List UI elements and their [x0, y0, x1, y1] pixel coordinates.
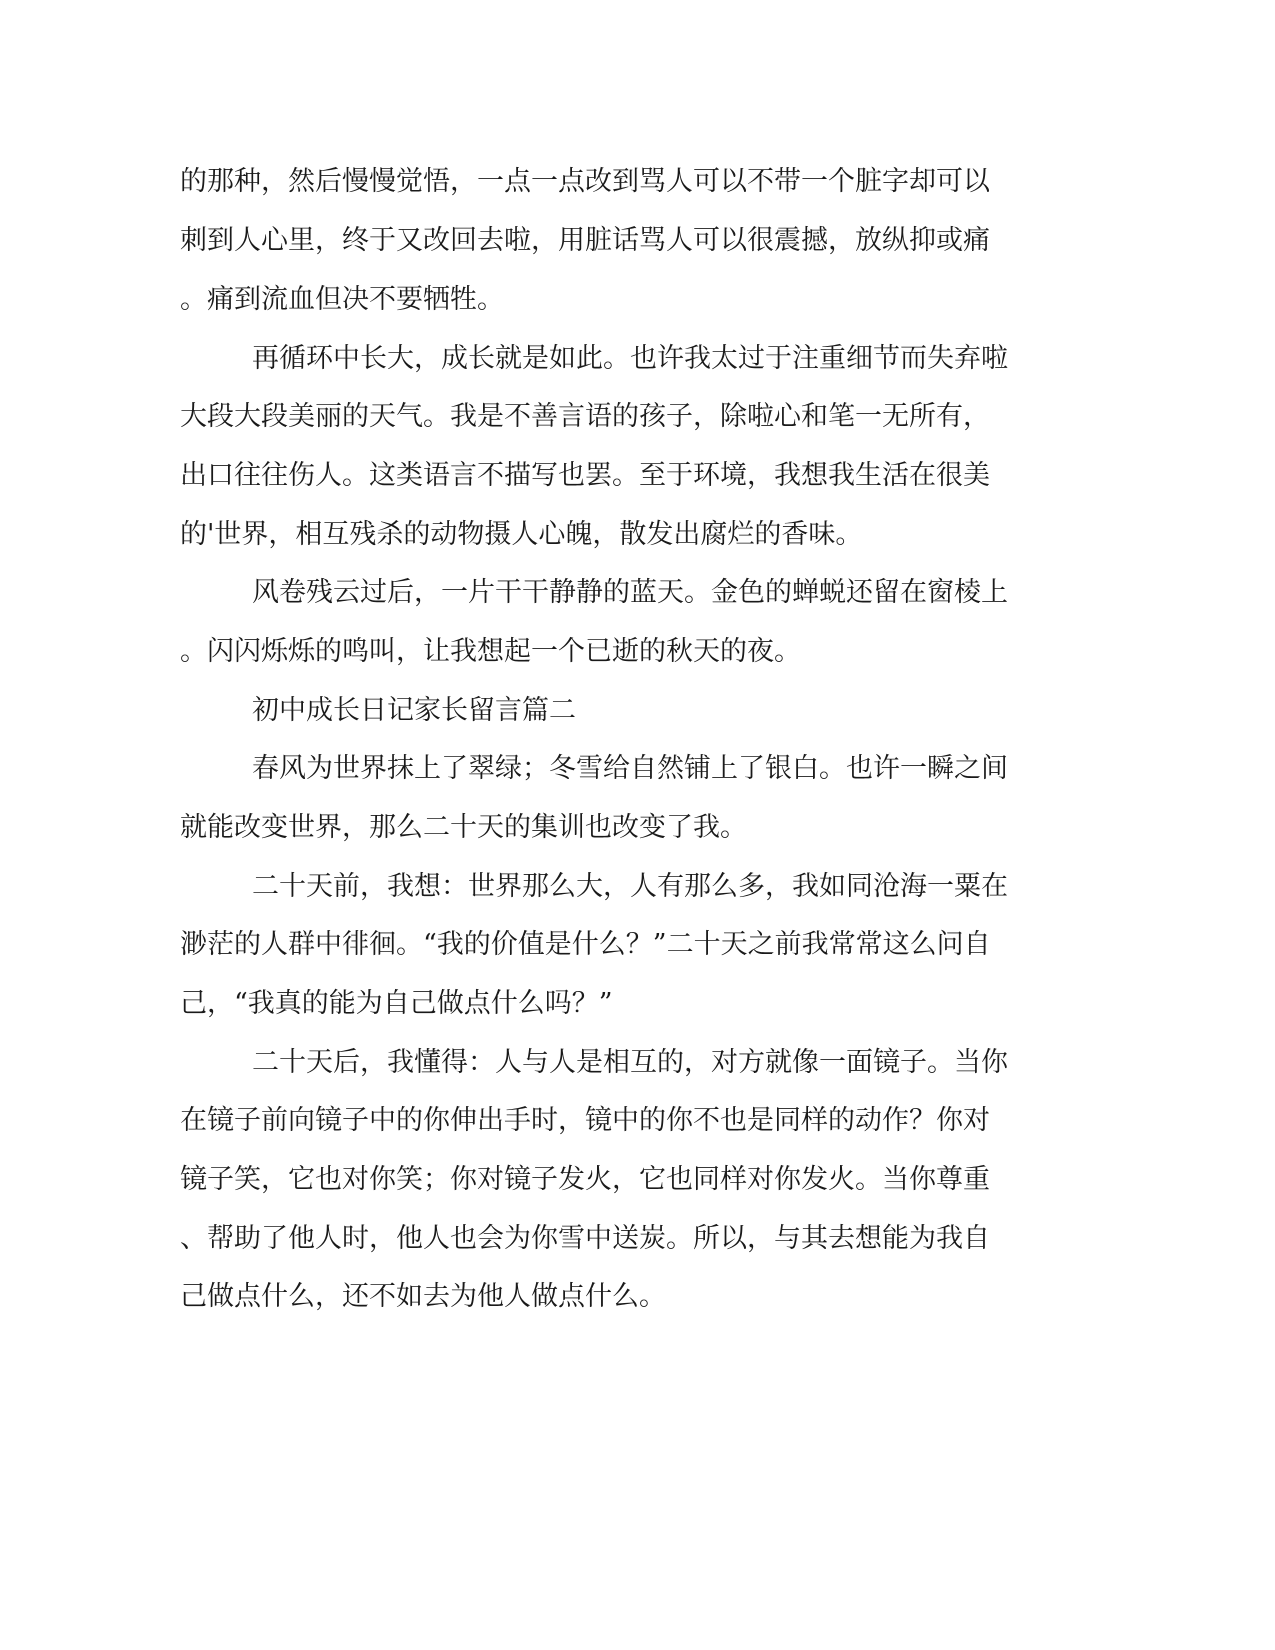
line-text: 镜子笑，它也对你笑；你对镜子发火，它也同样对你发火。当你尊重 — [180, 1164, 990, 1195]
text-line — [0, 808, 1275, 848]
line-text: 二十天前，我想：世界那么大，人有那么多，我如同沧海一粟在 — [252, 871, 1008, 902]
paragraph-first-line — [0, 339, 1275, 379]
text-line — [0, 1101, 1275, 1141]
line-text: 二十天后，我懂得：人与人是相互的，对方就像一面镜子。当你 — [252, 1047, 1008, 1078]
line-text: 风卷残云过后，一片干干静静的蓝天。金色的蝉蜕还留在窗棱上 — [252, 577, 1008, 608]
line-text: 再循环中长大，成长就是如此。也许我太过于注重细节而失弃啦 — [252, 343, 1008, 374]
line-text: 出口往往伤人。这类语言不描写也罢。至于环境，我想我生活在很美 — [180, 460, 990, 491]
text-line — [0, 1160, 1275, 1200]
line-text: 在镜子前向镜子中的你伸出手时，镜中的你不也是同样的动作？你对 — [180, 1105, 990, 1136]
line-text: 的'世界，相互残杀的动物摄人心魄，散发出腐烂的香味。 — [180, 519, 863, 550]
line-text: 春风为世界抹上了翠绿；冬雪给自然铺上了银白。也许一瞬之间 — [252, 753, 1008, 784]
line-text: 就能改变世界，那么二十天的集训也改变了我。 — [180, 812, 747, 843]
text-line — [0, 925, 1275, 965]
line-text: 己，“我真的能为自己做点什么吗？” — [180, 988, 613, 1019]
line-text: 己做点什么，还不如去为他人做点什么。 — [180, 1281, 666, 1312]
line-text: 。痛到流血但决不要牺牲。 — [180, 284, 504, 315]
line-text: 渺茫的人群中徘徊。“我的价值是什么？”二十天之前我常常这么问自 — [180, 929, 991, 960]
heading-text: 初中成长日记家长留言篇二 — [252, 695, 576, 726]
text-line — [0, 162, 1275, 202]
paragraph-first-line — [0, 1043, 1275, 1083]
line-text: 的那种，然后慢慢觉悟，一点一点改到骂人可以不带一个脏字却可以 — [180, 166, 990, 197]
line-text: 、帮助了他人时，他人也会为你雪中送炭。所以，与其去想能为我自 — [180, 1223, 990, 1254]
paragraph-first-line — [0, 749, 1275, 789]
text-line — [0, 221, 1275, 261]
text-line — [0, 1219, 1275, 1259]
text-line — [0, 632, 1275, 672]
text-line — [0, 397, 1275, 437]
line-text: 刺到人心里，终于又改回去啦，用脏话骂人可以很震撼，放纵抑或痛 — [180, 225, 990, 256]
text-line — [0, 280, 1275, 320]
line-text: 。闪闪烁烁的鸣叫，让我想起一个已逝的秋天的夜。 — [180, 636, 801, 667]
paragraph-first-line — [0, 573, 1275, 613]
text-line — [0, 1277, 1275, 1317]
line-text: 大段大段美丽的天气。我是不善言语的孩子，除啦心和笔一无所有， — [180, 401, 990, 432]
section-heading — [0, 691, 1275, 731]
text-line — [0, 456, 1275, 496]
paragraph-first-line — [0, 867, 1275, 907]
text-line — [0, 515, 1275, 555]
text-line — [0, 984, 1275, 1024]
